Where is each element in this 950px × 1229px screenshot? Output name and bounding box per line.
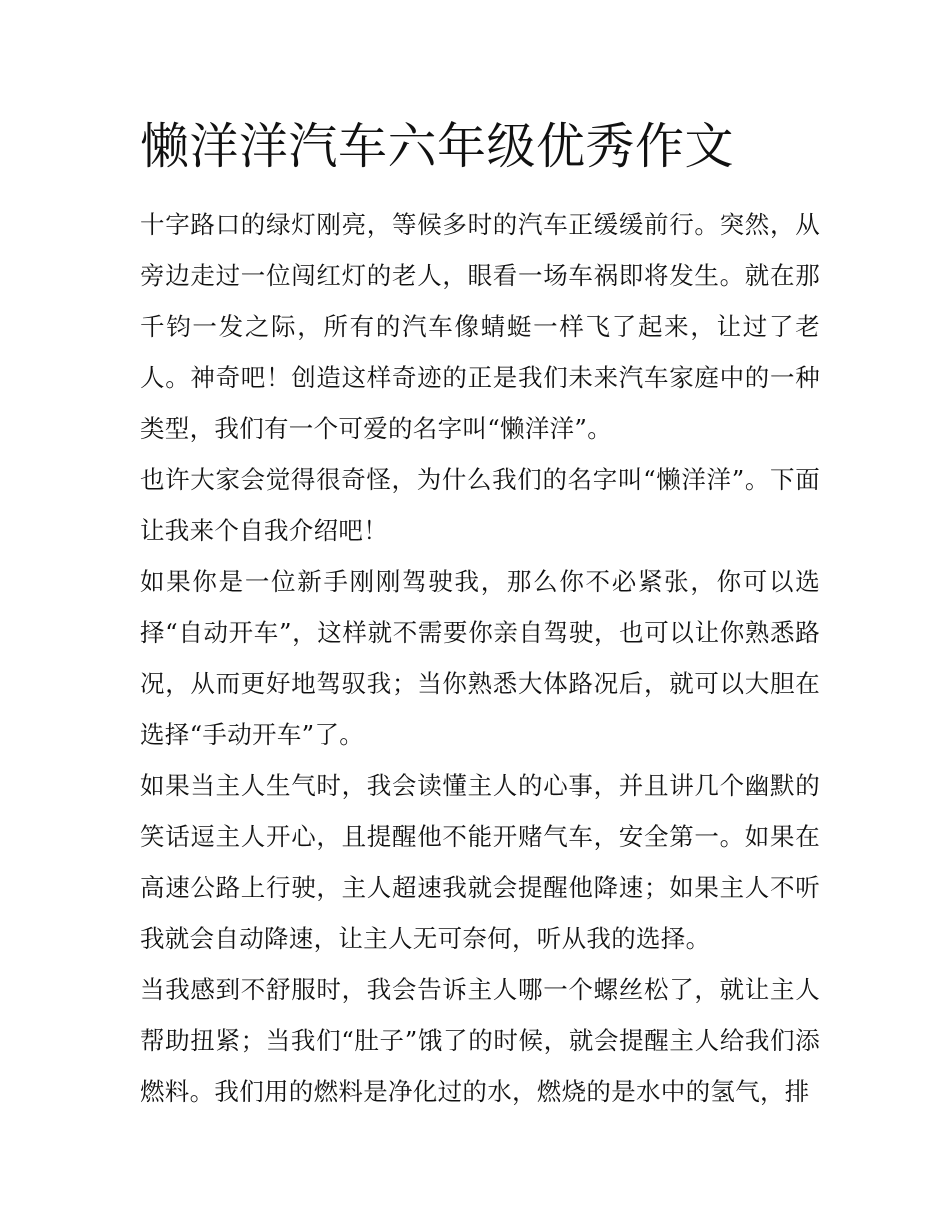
- document-body: [140, 199, 820, 1117]
- paragraph-3: 如果你是一位新手刚刚驾驶我，那么你不必紧张，你可以选择“自动开车”，这样就不需要你亲自驾驶，也可以让你熟悉路况，从而更好地驾驭我；当你熟悉大体路况后，就可以大胆在选择“手动开车”了。: [140, 567, 820, 749]
- document-title: 懒洋洋汽车六年级优秀作文: [140, 118, 735, 175]
- paragraph-5: 当我感到不舒服时，我会告诉主人哪一个螺丝松了，就让主人帮助扭紧；当我们“肚子”饿了的时候，就会提醒主人给我们添燃料。我们用的燃料是净化过的水，燃烧的是水中的氢气，排: [140, 975, 820, 1106]
- paragraph-1: 十字路口的绿灯刚亮，等候多时的汽车正缓缓前行。突然，从旁边走过一位闯红灯的老人，眼看一场车祸即将发生。就在那千钧一发之际，所有的汽车像蜻蜓一样飞了起来，让过了老人。神奇吧！创造这样奇迹的正是我们未来汽车家庭中的一种类型，我们有一个可爱的名字叫“懒洋洋”。: [140, 210, 820, 443]
- paragraph-4: 如果当主人生气时，我会读懂主人的心事，并且讲几个幽默的笑话逗主人开心，且提醒他不能开赌气车，安全第一。如果在高速公路上行驶，主人超速我就会提醒他降速；如果主人不听我就会自动降速，让主人无可奈何，听从我的选择。: [140, 771, 820, 953]
- paragraph-2: 也许大家会觉得很奇怪，为什么我们的名字叫“懒洋洋”。下面让我来个自我介绍吧！: [140, 465, 820, 545]
